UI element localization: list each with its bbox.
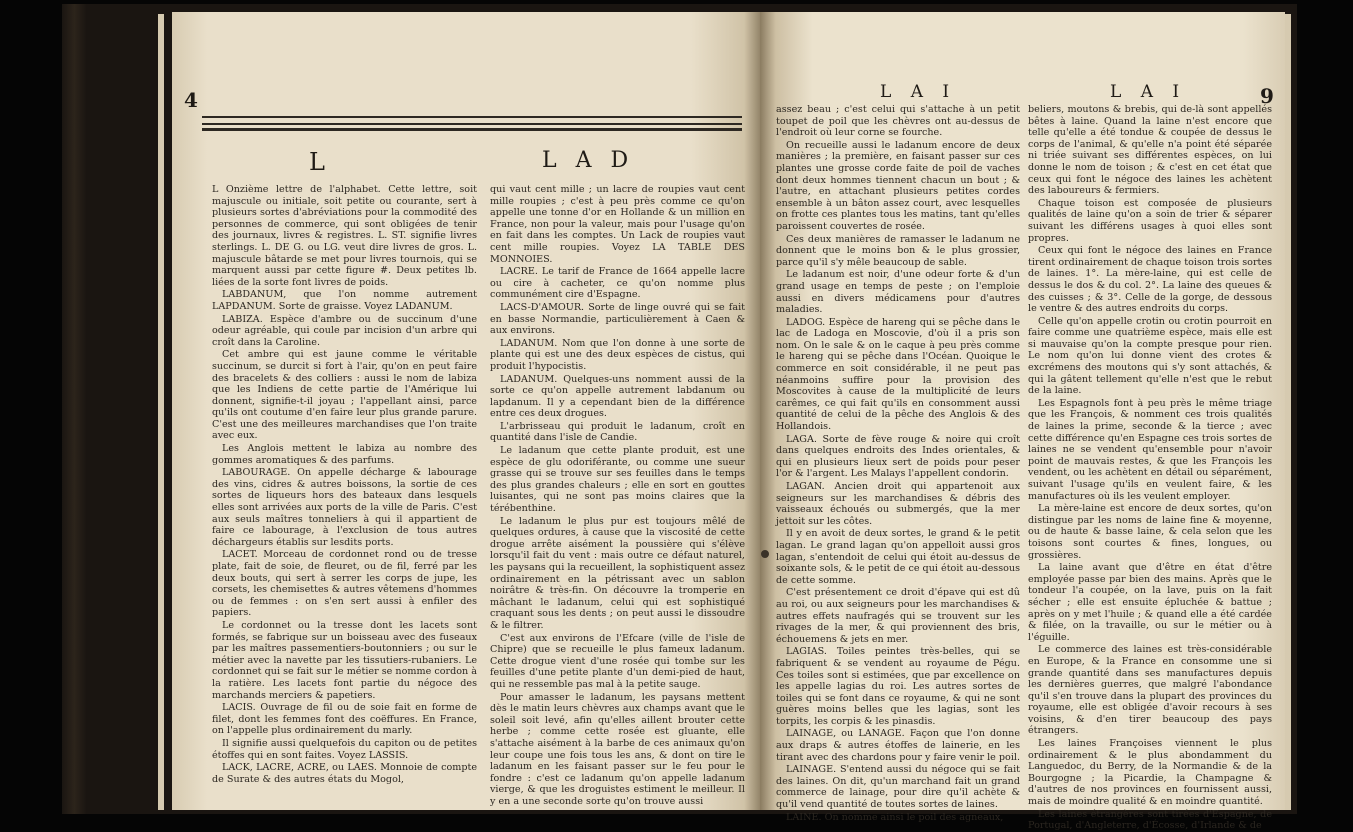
paragraph: LADANUM. Nom que l'on donne à une sorte de plante qui est une des deux espèces de cistus, qui produit l'hypocistis.: [490, 337, 745, 372]
paragraph: Le commerce des laines est très-considérable en Europe, & la France en consomme une si grande quantité dans ses manufactures depuis les dernières guerres, que malgré l'abondance qu'il s'en trouve dans la plupart des provinces du royaume, elle est obligée d'avoir recours à ses voisins, & d'en tirer beaucoup des pays étrangers.: [1028, 644, 1272, 737]
paragraph: assez beau ; c'est celui qui s'attache à un petit toupet de poil que les chèvres ont au-dessus de l'endroit où leur corne se fourche.: [776, 104, 1020, 139]
paragraph: LACIS. Ouvrage de fil ou de soie fait en forme de filet, dont les femmes font des coëffures. En France, on l'appelle plus ordinairement du marly.: [212, 702, 477, 737]
paragraph: L Onzième lettre de l'alphabet. Cette lettre, soit majuscule ou initiale, soit petite ou courante, sert à plusieurs sortes d'abréviations pour la commodité des personnes de commerce, qui sont obligées de tenir des journaux, livres & registres. L. ST. signifie livres sterlings. L. DE G. ou LG. veut dire livres de gros. L. majuscule bâtarde se met pour livres tournois, qui se marquent aussi par cette figure #. Deux petites lb. liées de la sorte font livres de poids.: [212, 184, 477, 288]
paragraph: Ceux qui font le négoce des laines en France tirent ordinairement de chaque toison trois sortes de laines. 1°. La mère-laine, qui est celle de dessus le dos & du col. 2°. La laine des queues & des cuisses ; & 3°. Celle de la gorge, de dessous le ventre & des autres endroits du corps.: [1028, 245, 1272, 315]
paragraph: On recueille aussi le ladanum encore de deux manières ; la première, en faisant passer sur ces plantes une grosse corde faite de poil de vaches dont deux hommes tiennent chacun un bout ; & l'autre, en attachant plusieurs petites cordes ensemble à un bâton assez court, avec lesquelles on frotte ces plantes tous les matins, tant qu'elles paroissent couvertes de rosée.: [776, 139, 1020, 232]
paragraph: Celle qu'on appelle crotin ou crotin pourroit en faire comme une quatrième espèce, mais elle est si mauvaise qu'on la compte presque pour rien. Le nom qu'on lui donne vient des crotes & excrémens des moutons qui s'y sont attachés, & qui la gâtent tellement qu'elle n'est que le rebut de la laine.: [1028, 315, 1272, 397]
page-number: 4: [184, 88, 198, 112]
running-head: L A D: [542, 148, 635, 173]
running-head-right: L A I: [1110, 82, 1187, 102]
paragraph: LACRE. Le tarif de France de 1664 appelle lacre ou cire à cacheter, ce qu'on nomme plus communément cire d'Espagne.: [490, 266, 745, 301]
header-rule-lower: [202, 124, 742, 131]
paragraph: C'est présentement ce droit d'épave qui est dû au roi, ou aux seigneurs pour les marchandises & autres effets naufragés qui se trouvent sur les rivages de la mer, & qui proviennent des bris, échouemens & jets en mer.: [776, 587, 1020, 645]
paragraph: LACET. Morceau de cordonnet rond ou de tresse plate, fait de soie, de fleuret, ou de fil, ferré par les deux bouts, qui sert à serrer les corps de jupe, les corsets, les chemisettes & autres vêtemens d'hommes ou de femmes : on s'en sert aussi à enfiler des papiers.: [212, 549, 477, 619]
paragraph: Il signifie aussi quelquefois du capiton ou de petites étoffes qui en sont faites. Voyez LASSIS.: [212, 737, 477, 761]
left-page-edge: [158, 14, 164, 810]
right-column-1: [776, 104, 1021, 823]
paragraph: Il y en avoit de deux sortes, le grand & le petit lagan. Le grand lagan qu'on appelloit aussi gros lagan, s'entendoit de celui qui étoit au-dessus de soixante sols, & le petit de ce qui étoit au-dessous de cette somme.: [776, 528, 1020, 586]
paragraph: Le ladanum que cette plante produit, est une espèce de glu odoriférante, ou comme une sueur grasse qui se trouve sur ses feuilles dans le temps des plus grandes chaleurs ; elle en sort en gouttes luisantes, qui ne sont pas moins claires que la térébenthine.: [490, 445, 745, 515]
paragraph: LAINAGE. S'entend aussi du négoce qui se fait des laines. On dit, qu'un marchand fait un grand commerce de lainage, pour dire qu'il achète & qu'il vend quantité de toutes sortes de laines.: [776, 764, 1020, 811]
paragraph: LACK, LACRE, ACRE, ou LAES. Monnoie de compte de Surate & des autres états du Mogol,: [212, 762, 477, 785]
paragraph: LAGAN. Ancien droit qui appartenoit aux seigneurs sur les marchandises & débris des vaisseaux échoués ou submergés, que la mer jettoit sur les côtes.: [776, 481, 1020, 527]
paragraph: LADOG. Espèce de hareng qui se pêche dans le lac de Ladoga en Moscovie, d'où il a pris son nom. On le sale & on le caque à peu près comme le hareng qui se pêche dans l'Océan. Quoique le commerce en soit considérable, il ne peut pas néanmoins suffire pour la provision des Moscovites à cause de la multiplicité de leurs carêmes, ce qui fait qu'ils en consomment aussi quantité de celui de la pêche des Anglois & des Hollandois.: [776, 316, 1020, 433]
header-rule: [202, 116, 742, 124]
paragraph: Pour amasser le ladanum, les paysans mettent dès le matin leurs chèvres aux champs avant que le soleil soit levé, afin qu'elles aillent brouter cette herbe ; comme cette rosée est gluante, elle s'attache aisément à la barbe de ces animaux qu'on leur coupe une fois tous les ans, & dont on tire le ladanum en les faisant passer sur le feu pour le fondre : c'est ce ladanum qu'on appelle ladanum vierge, & que les droguistes estiment le meilleur. Il y en a une seconde sorte qu'on trouve aussi: [490, 691, 745, 807]
paragraph: LABIZA. Espèce d'ambre ou de succinum d'une odeur agréable, qui coule par incision d'un arbre qui croît dans la Caroline.: [212, 313, 477, 348]
running-head-left: L A I: [880, 82, 957, 102]
paragraph: LAINAGE, ou LANAGE. Façon que l'on donne aux draps & autres étoffes de lainerie, en les tirant avec des chardons pour y faire venir le poil.: [776, 728, 1021, 763]
paragraph: Le cordonnet ou la tresse dont les lacets sont formés, se fabrique sur un boisseau avec des fuseaux par les maîtres passementiers-boutonniers ; ou sur le métier avec la navette par les tissutiers-rubaniers. Le cordonnet qui se fait sur le métier se nomme cordon à la ratière. Les lacets font partie du négoce des marchands merciers & papetiers.: [212, 619, 477, 701]
right-page: [760, 12, 1285, 832]
paragraph: beliers, moutons & brebis, qui de-là sont appellés bêtes à laine. Quand la laine n'est encore que telle qu'elle a été tondue & coupée de dessus le corps de l'animal, & qu'elle n'a point été séparée ni triée suivant ses différentes espèces, on lui donne le nom de toison ; & c'est en cet état que ceux qui font le négoce des laines les achètent des laboureurs & fermiers.: [1028, 104, 1272, 197]
paragraph: L'arbrisseau qui produit le ladanum, croît en quantité dans l'isle de Candie.: [490, 420, 745, 444]
paragraph: Les Espagnols font à peu près le même triage que les François, & nomment ces trois qualités de laines la prime, seconde & la tierce ; avec cette différence qu'en Espagne ces trois sortes de laines ne se vendent qu'ensemble pour n'avoir point de mauvais restes, & que les François les vendent, ou les achètent en détail ou séparément, suivant l'usage qu'ils en veulent faire, & les manufactures où ils les veulent employer.: [1028, 397, 1272, 502]
paragraph: LADANUM. Quelques-uns nomment aussi de la sorte ce qu'on appelle autrement labdanum ou lapdanum. Il y a cependant bien de la différence entre ces deux drogues.: [490, 373, 745, 420]
paragraph: Cet ambre qui est jaune comme le véritable succinum, se durcit si fort à l'air, qu'on en peut faire des bracelets & des colliers : aussi le nom de labiza que les Indiens de cette partie de l'Amérique lui donnent, signifie-t-il joyau ; l'appellant ainsi, parce qu'ils ont coutume d'en faire leur plus grande parure. C'est une des meilleures marchandises que l'on traite avec eux.: [212, 349, 477, 442]
paragraph: LABOURAGE. On appelle décharge & labourage des vins, cidres & autres boissons, la sortie de ces sortes de liqueurs hors des bateaux dans lesquels elles sont arrivées aux ports de la ville de Paris. C'est aux seuls maîtres tonneliers à qui il appartient de faire ce labourage, à l'exclusion de tous autres déchargeurs établis sur lesdits ports.: [212, 467, 477, 548]
binding-clasp: [761, 550, 769, 558]
paragraph: C'est aux environs de l'Efcare (ville de l'isle de Chipre) que se recueille le plus fameux ladanum. Cette drogue vient d'une rosée qui tombe sur les feuilles d'une petite plante d'un demi-pied de haut, qui ne ressemble pas mal à la petite sauge.: [490, 632, 745, 690]
paragraph: La mère-laine est encore de deux sortes, qu'on distingue par les noms de laine fine & moyenne, ou de haute & basse laine, & cela selon que les toisons sont courtes & fines, longues, ou grossières.: [1028, 503, 1272, 561]
section-letter: L: [309, 148, 325, 176]
left-column-1: [212, 184, 477, 798]
left-column-2: [490, 184, 745, 807]
paragraph: qui vaut cent mille ; un lacre de roupies vaut cent mille roupies ; c'est à peu près comme ce qu'on appelle une tonne d'or en Hollande & un million en France, non pour la valeur, mais pour l'usage qu'on en fait dans les comptes. Un Lack de roupies vaut cent mille roupies. Voyez LA TABLE DES MONNOIES.: [490, 184, 745, 265]
paragraph: LACS-D'AMOUR. Sorte de linge ouvré qui se fait en basse Normandie, particulièrement à Caen & aux environs.: [490, 301, 745, 337]
paragraph: Les Anglois mettent le labiza au nombre des gommes aromatiques & des parfums.: [212, 443, 477, 466]
paragraph: Le ladanum est noir, d'une odeur forte & d'un grand usage en temps de peste ; on l'emploie aussi en divers médicamens pour d'autres maladies.: [776, 269, 1020, 316]
right-column-2: [1028, 104, 1272, 832]
page-number: 9: [1260, 84, 1274, 108]
paragraph: Ces deux manières de ramasser le ladanum ne donnent que le moins bon & le plus grossier, parce qu'il s'y mêle beaucoup de sable.: [776, 233, 1020, 268]
paragraph: LABDANUM, que l'on nomme autrement LAPDANUM. Sorte de graisse. Voyez LADANUM.: [212, 289, 477, 312]
left-page: [172, 12, 762, 810]
paragraph: LAINE. On nomme ainsi le poil des agneaux,: [786, 811, 1004, 823]
open-book: [62, 4, 1297, 832]
paragraph: Les laines Françoises viennent le plus ordinairement & le plus abondamment du Languedoc, du Berry, de la Normandie & de la Bourgogne ; la Picardie, la Champagne & d'autres de nos provinces en fournissent aussi, mais de moindre qualité & en moindre quantité.: [1028, 738, 1272, 808]
paragraph: La laine avant que d'être en état d'être employée passe par bien des mains. Après que le tondeur l'a coupée, on la lave, puis on la fait sécher ; elle est ensuite épluchée & battue ; après on y met l'huile ; & quand elle a été cardée & filée, on la travaille, ou sur le métier ou à l'éguille.: [1028, 562, 1272, 643]
paragraph: Le ladanum le plus pur est toujours mêlé de quelques ordures, à cause que la viscosité de cette drogue arrête aisément la poussière qui s'élève lorsqu'il fait du vent : mais outre ce défaut naturel, les paysans qui la recueillent, la sophistiquent assez ordinairement en la pétrissant avec un sablon noirâtre & très-fin. On découvre la tromperie en mâchant le ladanum, celui qui est sophistiqué craquant sous les dents ; on peut aussi le dissoudre & le filtrer.: [490, 515, 745, 631]
paragraph: Les laines étrangères sont tirées d'Espagne, de Portugal, d'Angleterre, d'Écosse, d'Irlande & de: [1028, 808, 1272, 832]
right-page-edge: [1285, 14, 1291, 810]
paragraph: Chaque toison est composée de plusieurs qualités de laine qu'on a soin de trier & séparer suivant les différens usages à quoi elles sont propres.: [1028, 197, 1272, 244]
paragraph: LAGIAS. Toiles peintes très-belles, qui se fabriquent & se vendent au royaume de Pégu. Ces toiles sont si estimées, que par excellence on les appelle lagias du roi. Les autres sortes de toiles qui se font dans ce royaume, & qui ne sont guères moins belles que les lagias, sont les torpits, les corpis & les pinasdis.: [776, 646, 1020, 727]
paragraph: LAGA. Sorte de fève rouge & noire qui croît dans quelques endroits des Indes orientales, & qui en plusieurs lieux sert de poids pour peser l'or & l'argent. Les Malays l'appellent condorin.: [776, 433, 1020, 480]
